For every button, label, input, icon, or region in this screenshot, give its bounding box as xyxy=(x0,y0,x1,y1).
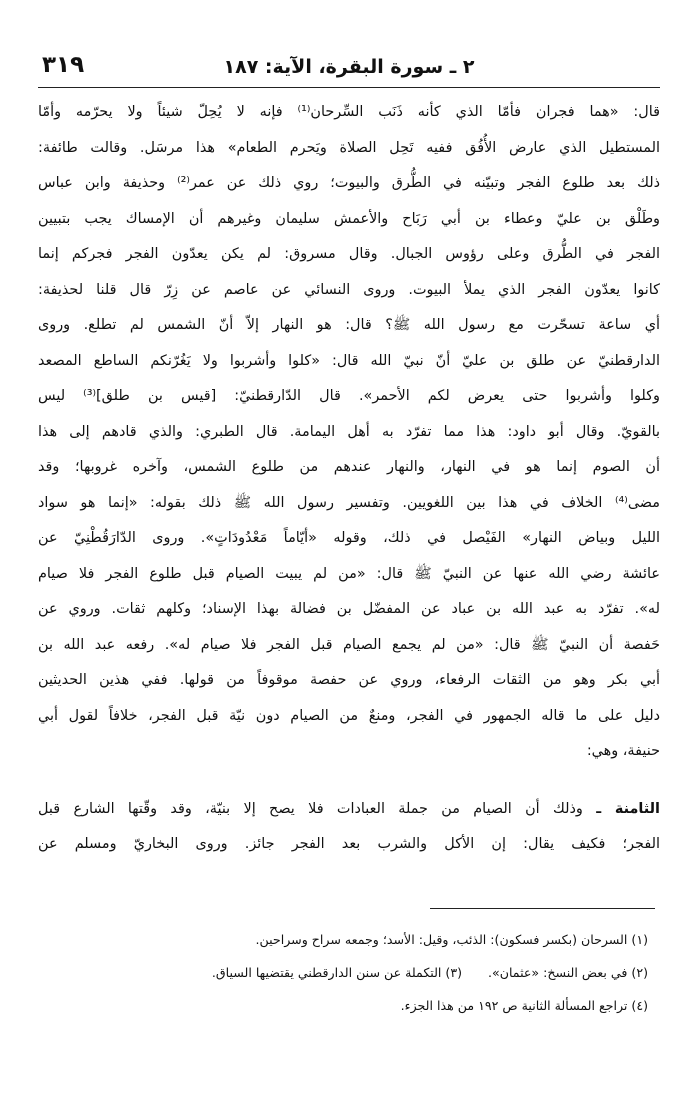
text-line: عائشة رضي الله عنها عن النبيّ ﷺ قال: «من لم يبيت الصيام قبل طلوع الفجر فلا صيام xyxy=(38,565,660,582)
text-line: حَفصة أن النبيّ ﷺ قال: «من لم يجمع الصيام قبل الفجر فلا صيام له». رفعه عبد الله بن xyxy=(38,636,660,653)
text-line: أن الصوم إنما هو في النهار، والنهار عندهم من طلوع الشمس، وآخره غروبها؛ وقد xyxy=(38,459,660,475)
text-line: ذلك بعد طلوع الفجر وتبيّنه في الطُّرق والبيوت؛ روي ذلك عن عمر⁽²⁾ وحذيفة وابن عباس xyxy=(38,175,660,191)
footnote-3: (٣) التكملة عن سنن الدارقطني يقتضيها السياق. xyxy=(211,965,463,980)
text-line: الدارقطنيّ عن طلق بن عليّ أنّ نبيّ الله قال: «كلوا وأشربوا ولا يَغُرّنكم الساطع المصعد xyxy=(38,352,660,369)
text-line: كانوا يعدّون الفجر الذي يملأ البيوت. وروى النسائي عن عاصم عن زِرّ قال قلنا لحذيفة: xyxy=(38,281,660,298)
text-line: له». تفرّد به عبد الله بن عباد عن المفضّل بن فضالة بهذا الإسناد؛ وكلهم ثقات. وروي عن xyxy=(38,601,660,617)
text-line: دليل على ما قاله الجمهور في الفجر، ومنعٌ من الصيام دون نيّة قبل الفجر، خلافاً لقول أبي xyxy=(38,707,660,724)
footnote-1: (١) السرحان (بكسر فسكون): الذئب، وقيل: الأسد؛ وجمعه سراح وسراحين. xyxy=(255,932,648,947)
text-span: وذلك أن الصيام من جملة العبادات فلا يصح إلا بنيّة، وقد وقّتها الشارع قبل xyxy=(38,800,583,817)
text-line: وكلوا وأشربوا حتى يعرض لكم الأحمر». قال الدّارقطنيّ: [قيس بن طلق]⁽³⁾ ليس xyxy=(38,388,660,404)
text-line: مضى⁽⁴⁾ الخلاف في هذا بين اللغويين. وتفسير رسول الله ﷺ ذلك بقوله: «إنما هو سواد xyxy=(38,494,660,511)
page-number: ٣١٩ xyxy=(42,52,85,78)
text-line: الفجر في الطُّرق وعلى رؤوس الجبال. وقال مسروق: لم يكن يعدّون الفجر فجركم إنما xyxy=(38,246,660,262)
footnote-rule xyxy=(430,908,655,909)
footnote-2: (٢) في بعض النسخ: «عثمان». xyxy=(488,965,648,980)
text-line: المستطيل الذي عارض الأُفُق ففيه تَحِل الصلاة ويَحرم الطعام» هذا مرسَل. وقالت طائفة: xyxy=(38,139,660,156)
text-line: بالقويّ. وقال أبو داود: هذا مما تفرّد به أهل اليمامة. قال الطبري: والذي قادهم إلى هذا xyxy=(38,423,660,440)
section-keyword: الثامنة ـ xyxy=(596,800,660,817)
text-line: أي ساعة تسحّرت مع رسول الله ﷺ؟ قال: هو النهار إلاّ أنّ الشمس لم تطلع. وروى xyxy=(38,317,660,333)
text-line: قال: «هما فجران فأمّا الذي كأنه ذَنَب السِّرحان⁽¹⁾ فإنه لا يُحِلّ شيئاً ولا يحرّمه وأمّا xyxy=(38,104,660,120)
header-rule xyxy=(38,87,660,88)
paragraph-gap xyxy=(38,770,660,792)
main-text xyxy=(38,95,660,863)
paragraph-eighth-first-line xyxy=(38,792,660,828)
page-header xyxy=(38,50,660,86)
footnote-2-3 xyxy=(60,956,648,989)
text-line: وطَلْق بن عليّ وعطاء بن أبي رَبَاح والأعمش سليمان وغيرهم أن الإمساك يجب بتبيين xyxy=(38,210,660,227)
text-line: الليل وبياض النهار» الفَيْصل في ذلك، وقوله «أيّاماً مَعْدُودَاتٍ». وروى الدّارَقُطْنِيّ عن xyxy=(38,530,660,546)
running-title: ٢ ـ سورة البقرة، الآية: ١٨٧ xyxy=(223,56,475,78)
footnotes xyxy=(60,923,648,1022)
text-line: أبي بكر وهو من الثقات الرفعاء، وروي عن حفصة موقوفاً من قولها. ففي هذين الحديثين xyxy=(38,672,660,688)
text-line: الفجر؛ فكيف يقال: إن الأكل والشرب بعد الفجر جائز. وروى البخاريّ ومسلم عن xyxy=(38,836,660,852)
text-line: حنيفة، وهي: xyxy=(586,743,660,759)
footnote-4: (٤) تراجع المسألة الثانية ص ١٩٢ من هذا الجزء. xyxy=(400,998,648,1013)
